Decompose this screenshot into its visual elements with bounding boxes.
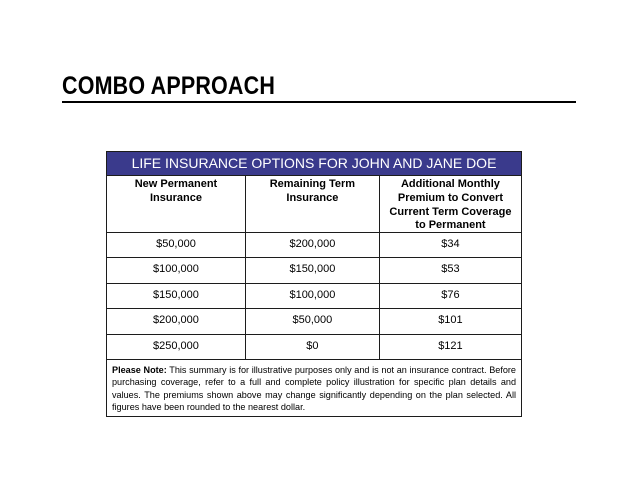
permanent-amount-cell: $200,000 (153, 314, 199, 327)
table-header: LIFE INSURANCE OPTIONS FOR JOHN AND JANE DOE (107, 152, 521, 176)
column-header-line: Current Term Coverage (389, 205, 512, 218)
monthly-premium-cell: $101 (379, 309, 521, 333)
term-amount-cell: $150,000 (245, 258, 379, 282)
column-header-line: to Permanent (415, 219, 486, 232)
column-header-line: Remaining Term (269, 178, 356, 190)
term-amount-cell: $0 (245, 335, 379, 359)
permanent-amount-cell: $50,000 (156, 238, 196, 250)
monthly-premium-cell: $76 (379, 284, 521, 308)
disclaimer-note (107, 359, 521, 416)
column-header-line: Additional Monthly (400, 178, 500, 190)
insurance-options-table (106, 151, 522, 417)
slide-title: COMBO APPROACH (62, 72, 276, 100)
column-header-row (107, 176, 521, 232)
column-header-remaining-term (245, 176, 379, 232)
disclaimer-text: This summary is for illustrative purposes only and is not an insurance contract. Before purchasing coverage, refer to a full and complete policy illustration for specific plan details and values. The premiums shown above may change significantly depending on the plan selected. All figures have been rounded to the nearest dollar. (112, 364, 516, 413)
monthly-premium-cell: $53 (379, 258, 521, 282)
term-amount-cell: $50,000 (245, 309, 379, 333)
permanent-amount-cell: $150,000 (153, 288, 199, 301)
monthly-premium-cell: $121 (379, 335, 521, 359)
table-row (107, 283, 521, 308)
table-row (107, 334, 521, 359)
term-amount-cell: $100,000 (245, 284, 379, 308)
column-header-additional-premium (379, 176, 521, 232)
term-amount-cell: $200,000 (245, 233, 379, 257)
title-underline (62, 101, 576, 103)
table-row (107, 257, 521, 282)
permanent-amount-cell: $100,000 (153, 263, 199, 276)
column-header-new-permanent (107, 176, 245, 232)
column-header-line: Premium to Convert (397, 191, 503, 204)
monthly-premium-cell: $34 (379, 233, 521, 257)
table-row (107, 232, 521, 257)
disclaimer-label: Please Note: (112, 364, 167, 375)
column-header-line: Insurance (286, 191, 339, 204)
column-header-line: New Permanent (134, 178, 218, 190)
table-row (107, 308, 521, 333)
permanent-amount-cell: $250,000 (153, 339, 199, 352)
column-header-line: Insurance (149, 191, 202, 204)
